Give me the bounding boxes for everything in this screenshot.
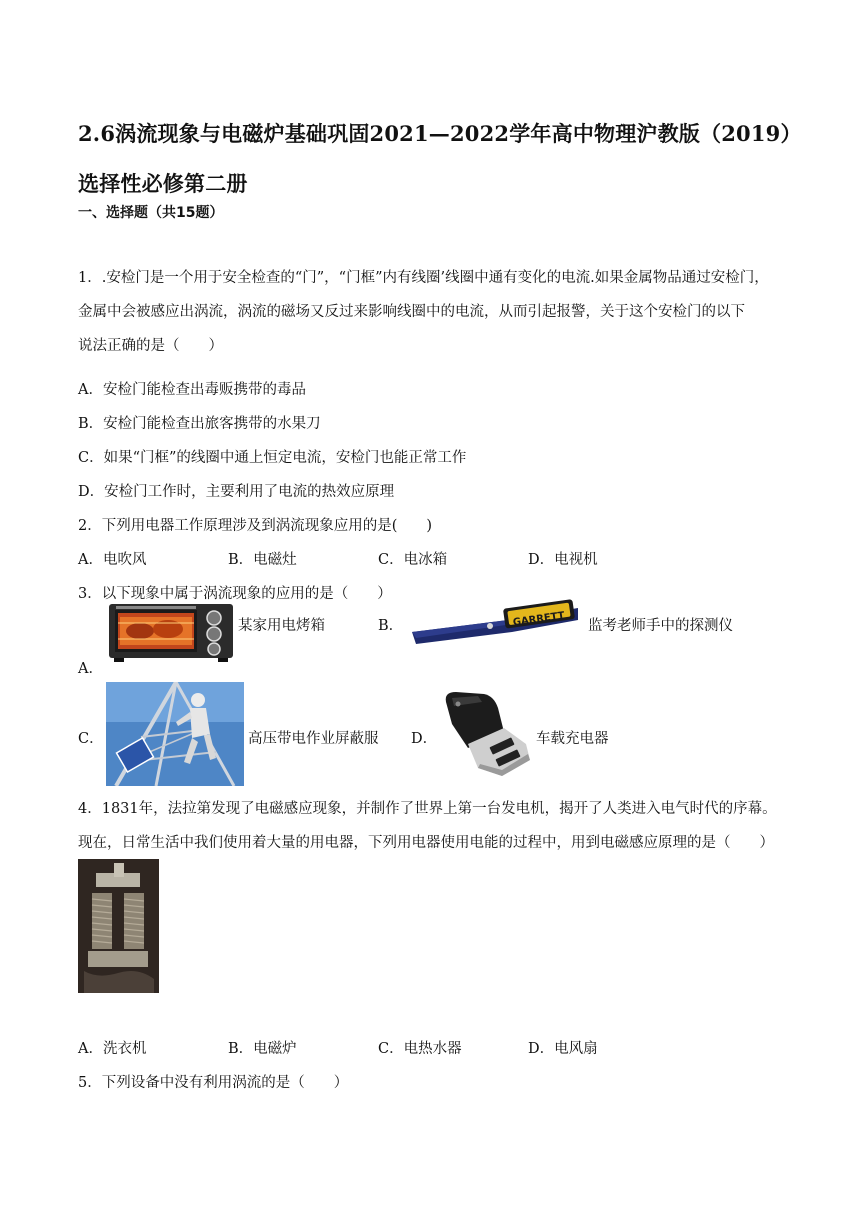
faraday-induction-coil-image — [78, 859, 159, 993]
q3-option-d-caption: 车载充电器 — [536, 731, 609, 747]
q2-option-c: C．电冰箱 — [378, 552, 448, 568]
q5-stem: 5．下列设备中没有利用涡流的是（ ） — [78, 1075, 349, 1091]
q1-option-c: C．如果“门框”的线圈中通上恒定电流，安检门也能正常工作 — [78, 450, 467, 466]
q2-option-a: A．电吹风 — [78, 552, 147, 568]
q1-stem-line-1: 1．.安检门是一个用于安全检查的“门”，“门框”内有线圈’线圈中通有变化的电流.如果金属物品通过安检门， — [78, 270, 769, 286]
q3-option-d-letter: D． — [411, 731, 438, 747]
section-heading: 一、选择题（共15题） — [78, 205, 224, 221]
q4-stem-line-2: 现在，日常生活中我们使用着大量的用电器，下列用电器使用电能的过程中，用到电磁感应原理的是（ ） — [78, 835, 774, 851]
q4-option-a: A．洗衣机 — [78, 1041, 147, 1057]
title-line-1: 2.6涡流现象与电磁炉基础巩固2021—2022学年高中物理沪教版（2019） — [78, 121, 802, 146]
q4-option-d: D．电风扇 — [528, 1041, 598, 1057]
q3-option-a-caption: 某家用电烤箱 — [238, 618, 325, 634]
q1-option-a: A．安检门能检查出毒贩携带的毒品 — [78, 382, 306, 398]
q1-option-b: B．安检门能检查出旅客携带的水果刀 — [78, 416, 321, 432]
q3-option-b-caption: 监考老师手中的探测仪 — [588, 618, 733, 634]
q3-stem: 3．以下现象中属于涡流现象的应用的是（ ） — [78, 586, 392, 602]
q2-stem: 2．下列用电器工作原理涉及到涡流现象应用的是( ) — [78, 518, 433, 534]
q3-option-b-letter: B． — [378, 618, 404, 634]
high-voltage-worker-image — [106, 682, 244, 786]
q2-option-d: D．电视机 — [528, 552, 598, 568]
q2-option-b: B．电磁灶 — [228, 552, 297, 568]
document-title — [78, 109, 808, 209]
title-line-2: 选择性必修第二册 — [78, 171, 248, 196]
q4-stem-line-1: 4．1831年，法拉第发现了电磁感应现象，并制作了世界上第一台发电机，揭开了人类进入电气时代的序幕。 — [78, 801, 777, 817]
q3-option-c-caption: 高压带电作业屏蔽服 — [248, 731, 379, 747]
q3-option-c-letter: C． — [78, 731, 104, 747]
q1-option-d: D．安检门工作时，主要利用了电流的热效应原理 — [78, 484, 395, 500]
q1-stem-line-2: 金属中会被感应出涡流，涡流的磁场又反过来影响线圈中的电流，从而引起报警，关于这个安检门的以下 — [78, 304, 745, 320]
q4-option-c: C．电热水器 — [378, 1041, 462, 1057]
metal-detector-image — [408, 598, 580, 646]
q3-option-a-letter: A． — [78, 661, 103, 677]
q4-option-b: B．电磁炉 — [228, 1041, 297, 1057]
oven-image — [106, 601, 236, 663]
q1-stem-line-3: 说法正确的是（ ） — [78, 338, 223, 354]
detector-brand-label: GARRETT — [512, 610, 566, 629]
car-charger-image — [438, 688, 532, 780]
